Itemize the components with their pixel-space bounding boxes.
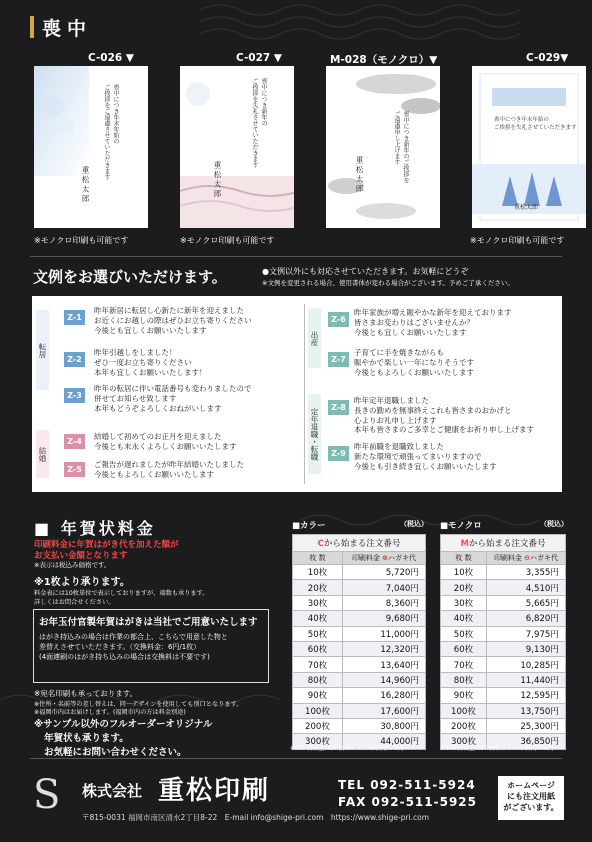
example-text-z7: 子育てに手を焼きながらも 賑やかで楽しい一年になりそうです 今後ともよろしくお願いいたします	[354, 348, 474, 377]
selection-subnote: ※文例を変更される場合、使用書体が変わる場合がございます。予めご了承ください。	[262, 279, 514, 287]
card-sender-name: 重松太郎	[81, 166, 90, 204]
pink-wave-image	[180, 66, 294, 228]
card-sender-name: 重松太郎	[213, 161, 222, 199]
phone-number[interactable]: TEL 092-511-5924	[338, 778, 476, 792]
fax-number: FAX 092-511-5925	[338, 795, 477, 809]
mono-table-qty-cell: 70枚	[441, 657, 487, 672]
mono-table-qty-cell: 300枚	[441, 734, 487, 749]
card-sender-name: 重松太郎	[355, 156, 364, 194]
postcard-box-title: お年玉付官製年賀はがきは当社でご用意いたします	[39, 617, 258, 628]
example-text-z9: 昨年前職を退職致しました 新たな環境で頑張ってまいりますので 今後とも引き続き宜しくお願いいたします	[354, 442, 497, 471]
mono-table-note: ※300枚以上は20枚増ごとに印刷代440円	[440, 745, 554, 752]
color-table-note: ※300枚以上は20枚増ごとに印刷代770円	[290, 745, 404, 752]
mono-table-subtitle: Mから始まる注文番号	[441, 535, 566, 552]
category-marriage: 結婚	[36, 430, 49, 478]
example-code-z9[interactable]: Z-9	[328, 446, 349, 461]
color-table-row	[293, 611, 426, 626]
mono-table-row	[441, 626, 566, 641]
example-text-z8: 昨年定年退職しました 長きの勤めを無事終えこれも皆さまのおかげと 心よりお礼申し上げます 本年も皆さまのご多幸とご健康をお祈り申し上げます	[354, 396, 534, 435]
color-table-title: ■カラー	[292, 521, 326, 531]
color-table-price-cell: 13,640円	[343, 657, 426, 672]
replace-note: ※住所・名前等の差し替えは、同一デザインを使用しても別口となります。	[34, 701, 243, 708]
card-label-c027: C-027 ▼	[236, 52, 282, 64]
min-order-note-2: 詳しくはお問合せください。	[34, 599, 115, 606]
mono-table-price-cell: 7,975円	[487, 626, 566, 641]
card-note-c027: ※モノクロ印刷も可能です	[180, 236, 275, 245]
mono-table-row	[441, 672, 566, 687]
mono-table-row	[441, 565, 566, 580]
mono-table-row	[441, 595, 566, 610]
color-table-qty-cell: 70枚	[293, 657, 343, 672]
homepage-badge[interactable]	[498, 776, 564, 820]
color-table-row	[293, 626, 426, 641]
company-address: 〒815-0031 福岡市南区清水2丁目8-22 E-mail info@shige-pri.com https://www.shige-pri.com	[82, 813, 430, 822]
color-table-qty-cell: 50枚	[293, 626, 343, 641]
color-col-price: 印刷料金 ⊕ハガキ代	[343, 552, 426, 565]
color-table-qty-cell: 40枚	[293, 611, 343, 626]
color-table-row	[293, 595, 426, 610]
homepage-text-2: にも注文用紙	[507, 792, 555, 801]
color-table-qty-cell: 100枚	[293, 703, 343, 718]
min-order-title: ※1枚より承ります。	[34, 577, 130, 588]
mono-table-row	[441, 688, 566, 703]
mono-table-qty-cell: 100枚	[441, 703, 487, 718]
color-price-table	[292, 534, 426, 750]
color-table-qty-cell: 300枚	[293, 734, 343, 749]
example-panel	[32, 296, 562, 492]
company-type: 株式会社	[82, 782, 143, 800]
card-sender-name: 重松太郎	[514, 204, 539, 211]
watercolor-flower-image	[34, 66, 148, 228]
color-table-price-cell: 5,720円	[343, 565, 426, 580]
company-name: 重松印刷	[158, 776, 271, 806]
color-table-price-cell: 30,800円	[343, 718, 426, 733]
color-table-row	[293, 703, 426, 718]
card-message: 喪中につき年末年始の ご挨拶をご遠慮させていただきます	[103, 84, 119, 180]
color-table-price-cell: 8,360円	[343, 595, 426, 610]
mono-table-row	[441, 580, 566, 595]
color-table-price-cell: 14,960円	[343, 672, 426, 687]
lotus-monochrome-image	[326, 66, 440, 228]
pricing-lead: 印刷料金に年賀はがき代を加えた額が	[34, 540, 179, 550]
mono-table-tax: （税込）	[540, 520, 568, 528]
mono-table-title: ■モノクロ	[440, 521, 482, 531]
example-code-z4[interactable]: Z-4	[64, 434, 85, 449]
color-table-price-cell: 17,600円	[343, 703, 426, 718]
footer-divider	[30, 758, 562, 759]
example-code-z2[interactable]: Z-2	[64, 352, 85, 367]
mono-table-price-cell: 5,665円	[487, 595, 566, 610]
mono-table-qty-cell: 30枚	[441, 595, 487, 610]
color-table-row	[293, 688, 426, 703]
mono-table-price-cell: 36,850円	[487, 734, 566, 749]
pricing-title: ■ 年賀状料金	[34, 519, 156, 538]
mono-table-row	[441, 718, 566, 733]
full-order-note: ※サンプル以外のフルオーダーオリジナル	[34, 719, 213, 730]
category-retire: 定年退職・転職	[308, 394, 321, 474]
color-table-qty-cell: 90枚	[293, 688, 343, 703]
mono-col-price: 印刷料金 ⊖ハガキ代	[487, 552, 566, 565]
category-birth: 出産	[308, 308, 321, 368]
mono-table-price-cell: 13,750円	[487, 703, 566, 718]
homepage-text-1: ホームページ	[507, 781, 555, 790]
mono-table-price-cell: 4,510円	[487, 580, 566, 595]
example-text-z2: 昨年引越しをしました！ ぜひ一度お立ち寄りください 本年も宜しくお願いいたします！	[94, 348, 207, 377]
header-accent-bar	[30, 16, 34, 38]
card-label-c026: C-026 ▼	[88, 52, 134, 64]
color-table-row	[293, 580, 426, 595]
example-text-z1: 昨年新居に転居し心新たに新年を迎えました お近くにお越しの際はぜひお立ち寄りください 今後とも宜しくお願いいたします	[94, 306, 252, 335]
mono-table-price-cell: 6,820円	[487, 611, 566, 626]
delivery-note: ※福岡市内はお届けします。(福岡市内の方は料金別途)	[34, 709, 186, 716]
color-table-row	[293, 565, 426, 580]
example-code-z8[interactable]: Z-8	[328, 400, 349, 415]
company-logo-icon: S	[33, 772, 61, 818]
example-code-z6[interactable]: Z-6	[328, 312, 349, 327]
color-table-subtitle: Cから始まる注文番号	[293, 535, 426, 552]
color-table-qty-cell: 80枚	[293, 672, 343, 687]
mono-table-qty-cell: 40枚	[441, 611, 487, 626]
sample-card-c026[interactable]	[34, 66, 148, 228]
sample-card-m028[interactable]	[326, 66, 440, 228]
color-table-row	[293, 718, 426, 733]
color-table-price-cell: 11,000円	[343, 626, 426, 641]
color-table-price-cell: 44,000円	[343, 734, 426, 749]
color-table-price-cell: 12,320円	[343, 641, 426, 656]
mono-table-qty-cell: 200枚	[441, 718, 487, 733]
color-table-row	[293, 641, 426, 656]
example-text-z6: 昨年家族が増え賑やかな新年を迎えております 皆さまお変わりはございませんか？ 今後とも宜しくお願いいたします	[354, 308, 512, 337]
category-move: 転居	[36, 310, 49, 390]
card-label-c029: C-029▼	[526, 52, 569, 64]
color-table-row	[293, 672, 426, 687]
full-order-note-2: 年賀状も承ります。	[44, 733, 129, 744]
mono-table-qty-cell: 80枚	[441, 672, 487, 687]
example-code-z7[interactable]: Z-7	[328, 352, 349, 367]
postcard-box-text-3: (4面連刷のはがき持ち込みの場合は交換料は不要です)	[39, 653, 210, 661]
mono-table-row	[441, 611, 566, 626]
mono-table-price-cell: 3,355円	[487, 565, 566, 580]
card-message: 喪中につき新年の ご挨拶を失礼させていただきます	[251, 78, 267, 168]
mono-table-qty-cell: 50枚	[441, 626, 487, 641]
mono-table-row	[441, 657, 566, 672]
example-code-z5[interactable]: Z-5	[64, 462, 85, 477]
card-message: 喪中につき年末年始の ご挨拶を失礼させていただきます	[494, 117, 577, 131]
pricing-tax-note: ※表示は税込み価格です。	[34, 561, 111, 569]
color-table-tax: （税込）	[400, 520, 428, 528]
address-print-note: ※宛名印刷も承っております。	[34, 689, 138, 698]
card-label-m028: M-028（モノクロ）▼	[330, 54, 438, 66]
full-order-note-3: お気軽にお問い合わせください。	[44, 747, 187, 758]
card-note-c029: ※モノクロ印刷も可能です	[470, 236, 565, 245]
section-divider	[30, 256, 562, 257]
mono-table-qty-cell: 90枚	[441, 688, 487, 703]
mono-table-price-cell: 12,595円	[487, 688, 566, 703]
example-code-z1[interactable]: Z-1	[64, 310, 85, 325]
sample-card-c027[interactable]	[180, 66, 294, 228]
mono-table-price-cell: 10,285円	[487, 657, 566, 672]
postcard-box-text-2: 差替えさせていただきます。（交換料金：6円/1枚）	[39, 643, 201, 651]
mono-col-qty: 枚 数	[441, 552, 487, 565]
color-table-price-cell: 9,680円	[343, 611, 426, 626]
mono-table-qty-cell: 10枚	[441, 565, 487, 580]
mono-price-table	[440, 534, 566, 750]
homepage-text-3: がございます。	[503, 803, 559, 812]
color-table-price-cell: 16,280円	[343, 688, 426, 703]
example-text-z4: 結婚して初めてのお正月を迎えました 今後とも末永くよろしくお願いいたします	[94, 432, 237, 451]
mono-table-price-cell: 25,300円	[487, 718, 566, 733]
example-text-z3: 昨年の転居に伴い電話番号も変わりましたので 併せてお知らせ致します 本年もどうぞよろしくおねがいします	[94, 384, 252, 413]
postcard-info-box	[33, 609, 269, 683]
mono-table-row	[441, 641, 566, 656]
color-table-qty-cell: 20枚	[293, 580, 343, 595]
min-order-note: 料金表には10枚単位で表示しておりますが、端数も承ります。	[34, 590, 209, 597]
color-table-qty-cell: 200枚	[293, 718, 343, 733]
section-header	[30, 12, 92, 42]
page-title: 喪中	[42, 17, 93, 40]
example-text-z5: ご報告が遅れましたが昨年結婚いたしました 今後ともよろしくお願いいたします	[94, 460, 244, 479]
color-table-qty-cell: 60枚	[293, 641, 343, 656]
selection-title: 文例をお選びいただけます。	[33, 268, 227, 286]
color-table-qty-cell: 10枚	[293, 565, 343, 580]
pricing-lead-2: お支払い金額となります	[34, 551, 128, 561]
postcard-box-text-1: はがき持込みの場合は作業の都合上、こちらで用意した物と	[39, 633, 228, 641]
color-table-price-cell: 7,040円	[343, 580, 426, 595]
mono-table-qty-cell: 20枚	[441, 580, 487, 595]
mono-table-price-cell: 11,440円	[487, 672, 566, 687]
sample-card-c029[interactable]	[472, 66, 586, 228]
mono-table-qty-cell: 60枚	[441, 641, 487, 656]
card-note-c026: ※モノクロ印刷も可能です	[34, 236, 129, 245]
selection-note: ●文例以外にも対応させていただきます。お気軽にどうぞ	[262, 267, 469, 276]
card-message: 喪中につき新年のご挨拶を ご遠慮申し上げます	[393, 111, 409, 183]
color-table-qty-cell: 30枚	[293, 595, 343, 610]
mono-table-row	[441, 703, 566, 718]
color-table-row	[293, 657, 426, 672]
panel-column-divider	[304, 304, 305, 484]
mono-table-price-cell: 9,130円	[487, 641, 566, 656]
example-code-z3[interactable]: Z-3	[64, 388, 85, 403]
color-col-qty: 枚 数	[293, 552, 343, 565]
